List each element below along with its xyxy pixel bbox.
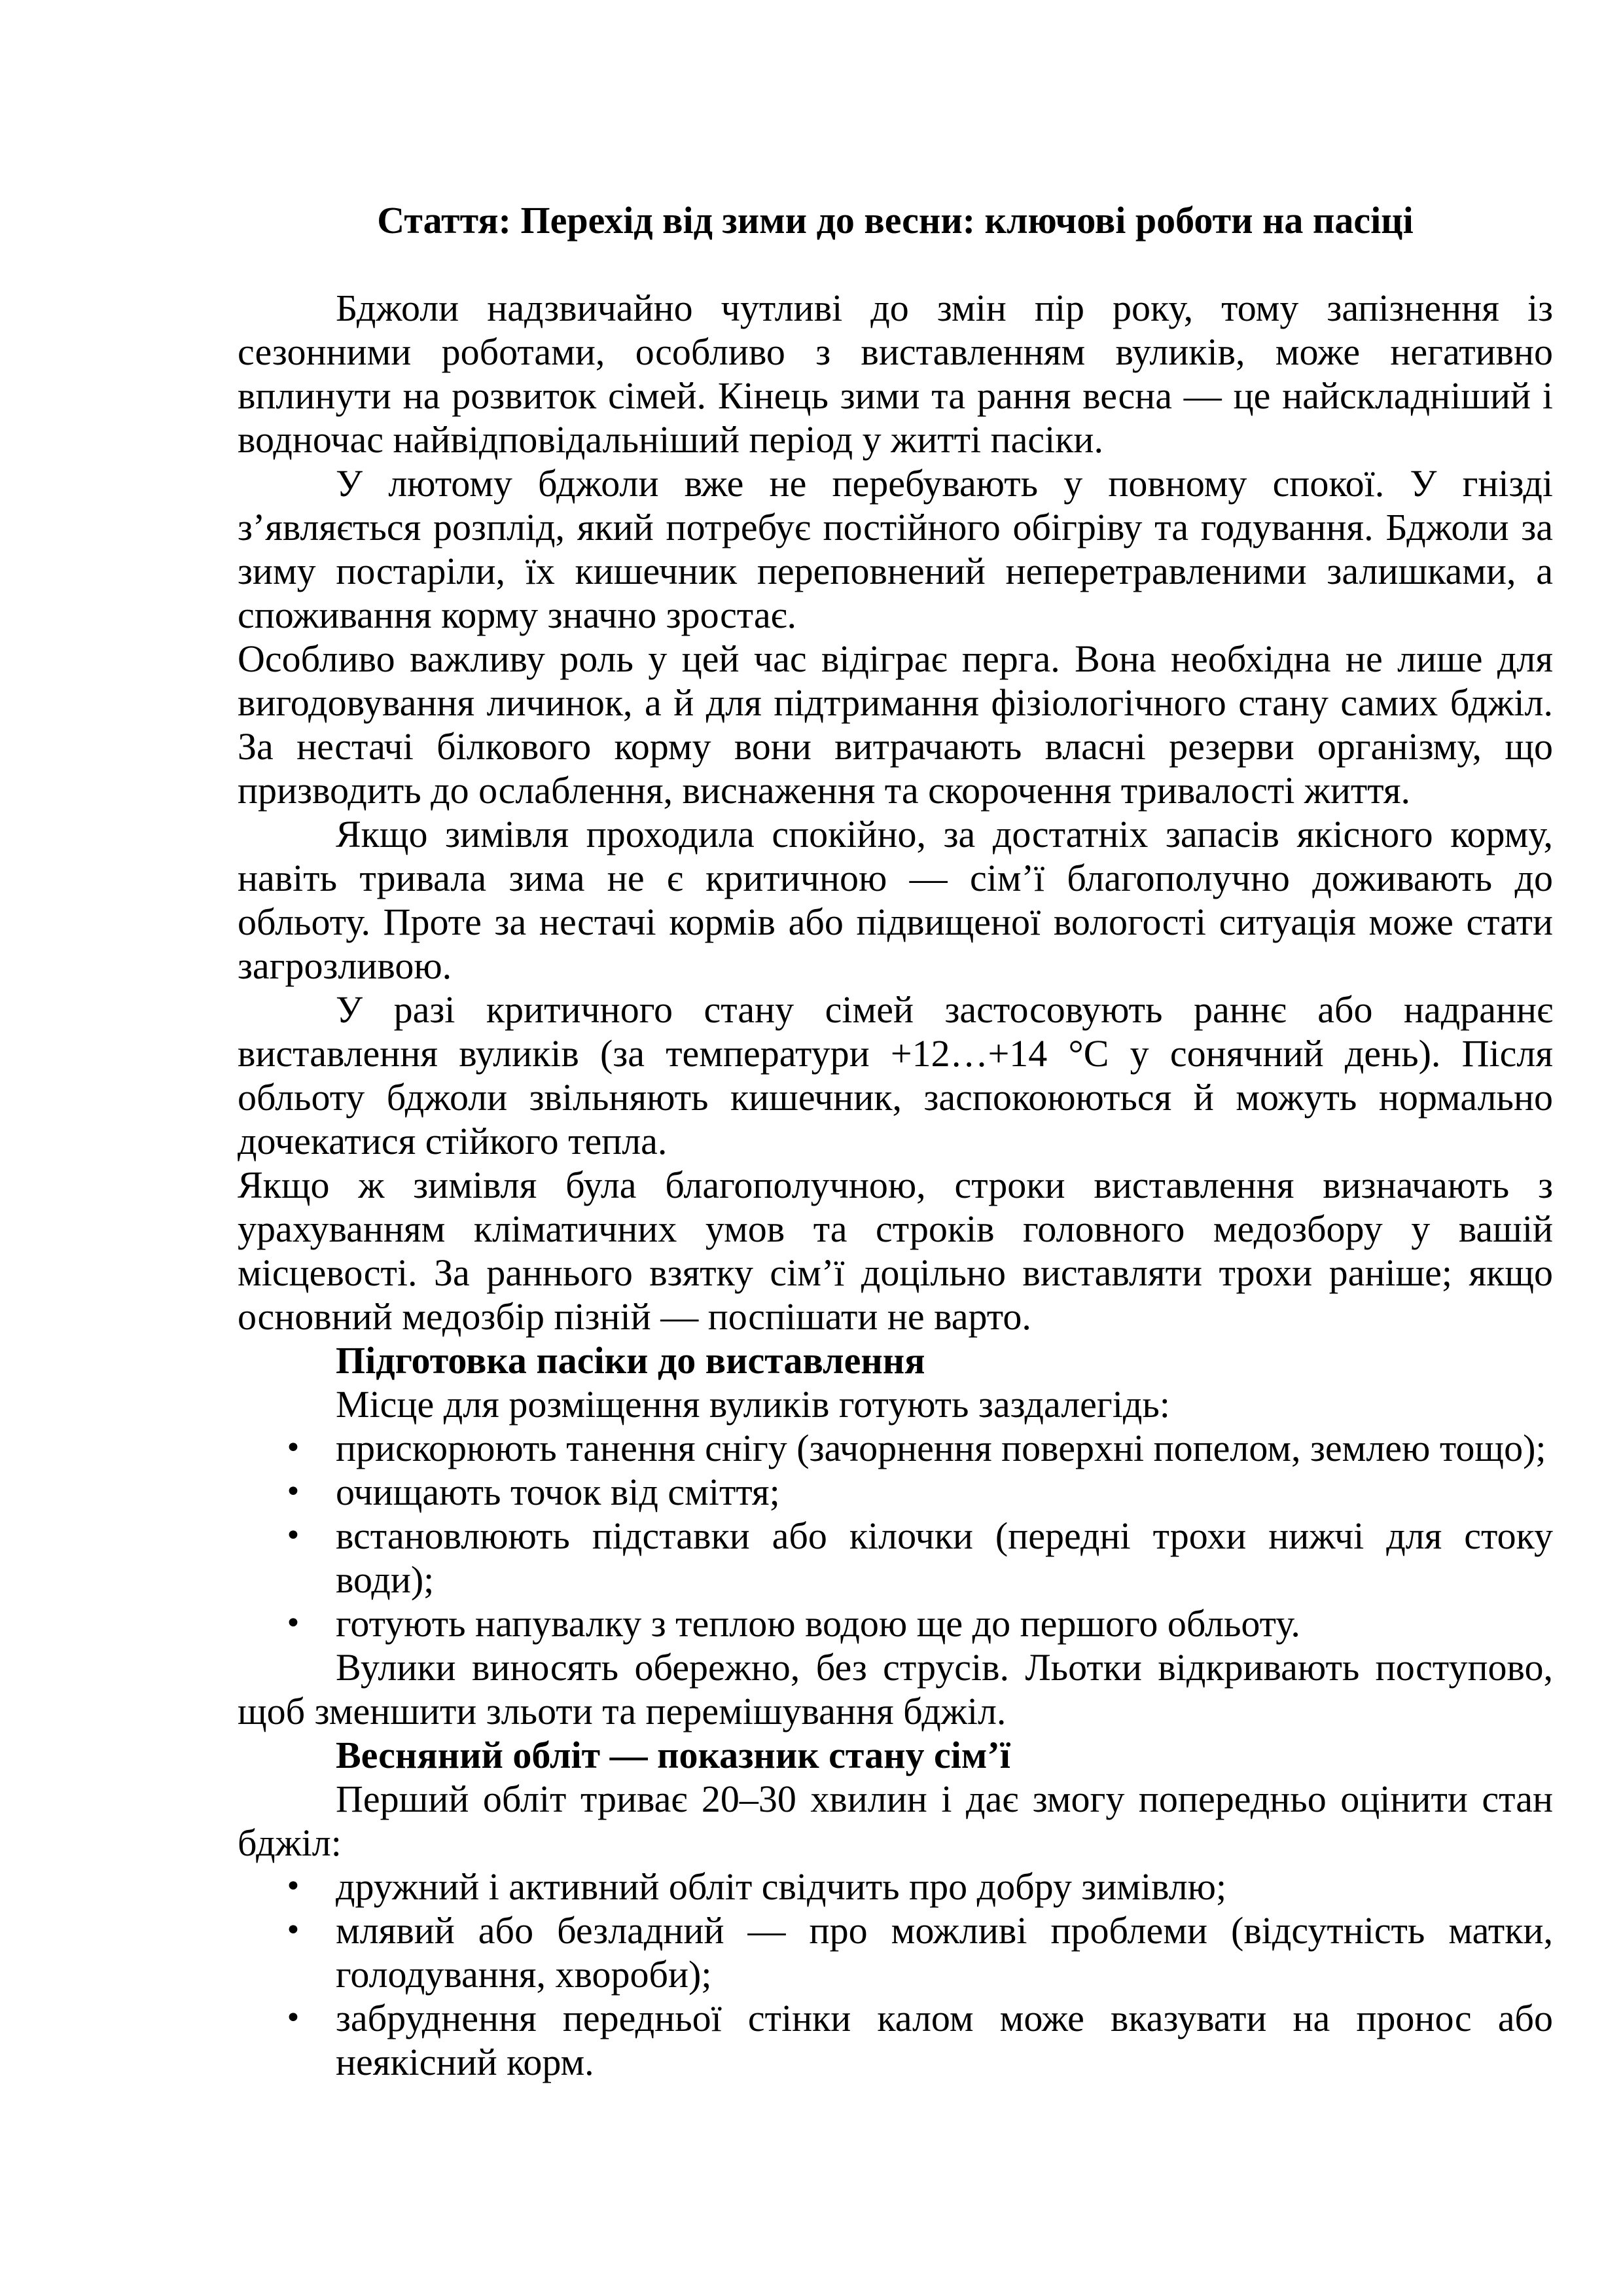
list-item <box>285 1602 1553 1645</box>
list-item-text: прискорюють танення снігу (зачорнення поверхні попелом, землею тощо); <box>336 1427 1546 1469</box>
list-item <box>285 1514 1553 1602</box>
list-item-text: встановлюють підставки або кілочки (передні трохи нижчі для стоку води); <box>336 1515 1553 1601</box>
list-item <box>285 1909 1553 1996</box>
preparation-list <box>238 1426 1553 1645</box>
list-item <box>285 1426 1553 1470</box>
flight-observation-list <box>238 1865 1553 2084</box>
section-heading-preparation: Підготовка пасіки до виставлення <box>336 1339 925 1382</box>
document-title: Стаття: Перехід від зими до весни: ключові роботи на пасіці <box>377 199 1414 242</box>
paragraph-timing: Якщо ж зимівля була благополучною, строки виставлення визначають з урахуванням кліматичних умов та строків головного медозбору у вашій місцевості. За раннього взятку сім’ї доцільно виставляти трохи раніше; якщо основний медозбір пізній — поспішати не варто. <box>238 1164 1553 1338</box>
list-item <box>285 1996 1553 2084</box>
paragraph-february: У лютому бджоли вже не перебувають у повному спокої. У гнізді з’являється розплід, який потребує постійного обігріву та годування. Бджоли за зиму постаріли, їх кишечник переповнений неперетравленими залишками, а споживання корму значно зростає. <box>238 462 1553 636</box>
bullet-icon: • <box>285 1475 302 1509</box>
list-item-text: забруднення передньої стінки калом може вказувати на пронос або неякісний корм. <box>336 1997 1553 2083</box>
list-item-text: млявий або безладний — про можливі проблеми (відсутність матки, голодування, хвороби); <box>336 1909 1553 1996</box>
paragraph-intro: Бджоли надзвичайно чутливі до змін пір року, тому запізнення із сезонними роботами, особливо з виставленням вуликів, може негативно вплинути на розвиток сімей. Кінець зими та рання весна — це найскладніший і водночас найвідповідальніший період у житті пасіки. <box>238 287 1553 461</box>
list-item <box>285 1865 1553 1909</box>
list-item-text: дружний і активний обліт свідчить про добру зимівлю; <box>336 1865 1227 1908</box>
paragraph-critical-state: У разі критичного стану сімей застосовують раннє або надраннє виставлення вуликів (за температури +12…+14 °С у сонячний день). Після обльоту бджоли звільняють кишечник, заспокоюються й можуть нормально дочекатися стійкого тепла. <box>238 988 1553 1162</box>
bullet-icon: • <box>285 1431 302 1465</box>
list-item-text: готують напувалку з теплою водою ще до першого обльоту. <box>336 1602 1300 1645</box>
paragraph-site-preparation: Місце для розміщення вуликів готують заздалегідь: <box>336 1383 1170 1426</box>
list-item <box>285 1470 1553 1514</box>
bullet-icon: • <box>285 2001 302 2035</box>
list-item-text: очищають точок від сміття; <box>336 1471 780 1513</box>
paragraph-carrying-hives: Вулики виносять обережно, без струсів. Льотки відкривають поступово, щоб зменшити зльоти та перемішування бджіл. <box>238 1646 1553 1732</box>
paragraph-first-flight: Перший обліт триває 20–30 хвилин і дає змогу попередньо оцінити стан бджіл: <box>238 1778 1553 1864</box>
paragraph-perga: Особливо важливу роль у цей час відіграє перга. Вона необхідна не лише для вигодовування личинок, а й для підтримання фізіологічного стану самих бджіл. За нестачі білкового корму вони витрачають власні резерви організму, що призводить до ослаблення, виснаження та скорочення тривалості життя. <box>238 637 1553 812</box>
paragraph-wintering: Якщо зимівля проходила спокійно, за достатніх запасів якісного корму, навіть тривала зима не є критичною — сім’ї благополучно доживають до обльоту. Проте за нестачі кормів або підвищеної вологості ситуація може стати загрозливою. <box>238 813 1553 987</box>
bullet-icon: • <box>285 1870 302 1903</box>
bullet-icon: • <box>285 1519 302 1552</box>
section-heading-spring-flight: Весняний обліт — показник стану сім’ї <box>336 1734 1010 1776</box>
bullet-icon: • <box>285 1914 302 1947</box>
bullet-icon: • <box>285 1607 302 1640</box>
